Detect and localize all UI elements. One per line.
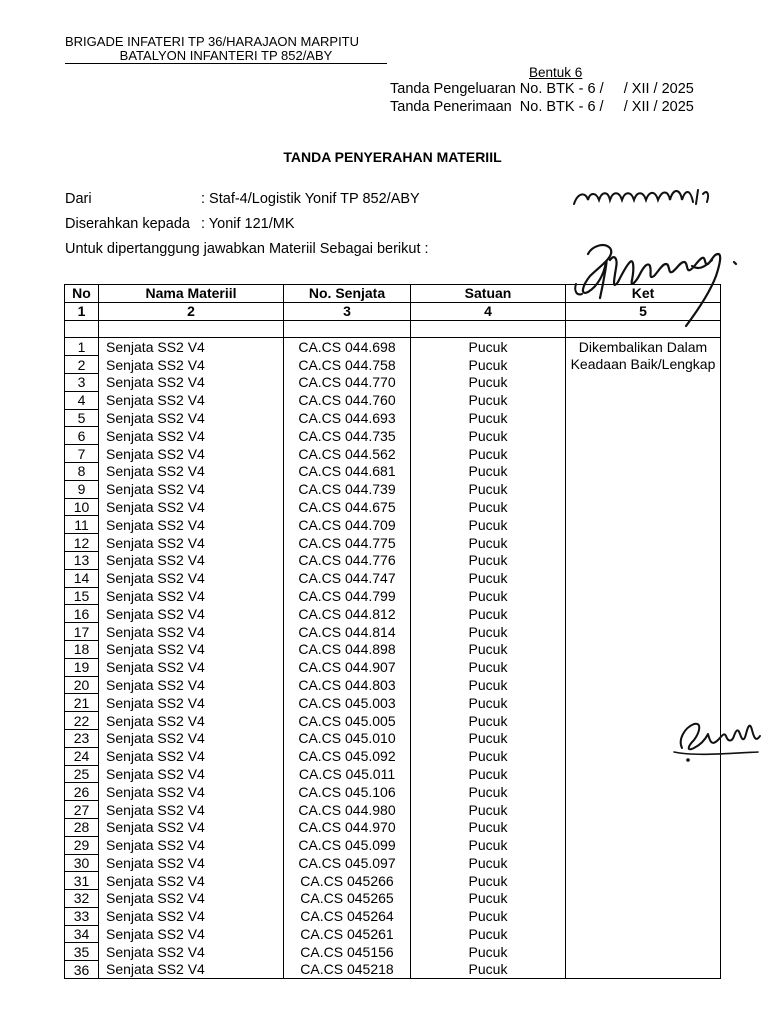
- intro-text: Untuk dipertanggung jawabkan Materiil Sebagai berikut :: [65, 241, 429, 257]
- weapon-serial: CA.CS 044.698: [284, 338, 411, 356]
- row-number: 35: [65, 943, 99, 961]
- weapon-serial: CA.CS 045156: [284, 943, 411, 961]
- weapon-serial: CA.CS 045.099: [284, 836, 411, 854]
- unit: Pucuk: [411, 623, 566, 641]
- row-number: 6: [65, 427, 99, 445]
- materiel-name: Senjata SS2 V4: [99, 427, 284, 445]
- row-number: 11: [65, 516, 99, 534]
- header-nama: Nama Materiil: [99, 285, 284, 303]
- unit: Pucuk: [411, 872, 566, 890]
- unit: Pucuk: [411, 818, 566, 836]
- row-number: 10: [65, 498, 99, 516]
- row-number: 2: [65, 356, 99, 374]
- weapon-serial: CA.CS 044.775: [284, 534, 411, 552]
- materiel-name: Senjata SS2 V4: [99, 676, 284, 694]
- materiel-name: Senjata SS2 V4: [99, 747, 284, 765]
- unit: Pucuk: [411, 605, 566, 623]
- unit: Pucuk: [411, 961, 566, 979]
- weapon-serial: CA.CS 044.739: [284, 480, 411, 498]
- weapon-serial: CA.CS 044.735: [284, 427, 411, 445]
- unit: Pucuk: [411, 498, 566, 516]
- row-number: 33: [65, 907, 99, 925]
- unit: Pucuk: [411, 712, 566, 730]
- materiel-name: Senjata SS2 V4: [99, 534, 284, 552]
- materiel-name: Senjata SS2 V4: [99, 516, 284, 534]
- row-number: 16: [65, 605, 99, 623]
- unit: Pucuk: [411, 551, 566, 569]
- weapon-serial: CA.CS 044.760: [284, 391, 411, 409]
- header-satuan: Satuan: [411, 285, 566, 303]
- weapon-serial: CA.CS 044.675: [284, 498, 411, 516]
- row-number: 15: [65, 587, 99, 605]
- unit: Pucuk: [411, 445, 566, 463]
- col-number-2: 2: [99, 302, 284, 320]
- weapon-serial: CA.CS 045.011: [284, 765, 411, 783]
- table-row: [65, 338, 721, 356]
- recipient-value: : Yonif 121/MK: [201, 216, 295, 232]
- materiel-name: Senjata SS2 V4: [99, 623, 284, 641]
- weapon-serial: CA.CS 044.776: [284, 551, 411, 569]
- weapon-serial: CA.CS 045266: [284, 872, 411, 890]
- unit: Pucuk: [411, 391, 566, 409]
- materiel-name: Senjata SS2 V4: [99, 551, 284, 569]
- materiel-name: Senjata SS2 V4: [99, 783, 284, 801]
- col-number-3: 3: [284, 302, 411, 320]
- row-number: 26: [65, 783, 99, 801]
- unit: Pucuk: [411, 587, 566, 605]
- weapon-serial: CA.CS 045.106: [284, 783, 411, 801]
- weapon-serial: CA.CS 045264: [284, 907, 411, 925]
- row-number: 13: [65, 551, 99, 569]
- materiel-name: Senjata SS2 V4: [99, 605, 284, 623]
- weapon-serial: CA.CS 045261: [284, 925, 411, 943]
- row-number: 30: [65, 854, 99, 872]
- unit: Pucuk: [411, 480, 566, 498]
- header-no: No: [65, 285, 99, 303]
- materiel-name: Senjata SS2 V4: [99, 498, 284, 516]
- col-number-5: 5: [566, 302, 721, 320]
- row-number: 7: [65, 445, 99, 463]
- weapon-serial: CA.CS 045.092: [284, 747, 411, 765]
- weapon-serial: CA.CS 045.003: [284, 694, 411, 712]
- unit: Pucuk: [411, 801, 566, 819]
- row-number: 4: [65, 391, 99, 409]
- weapon-serial: CA.CS 044.799: [284, 587, 411, 605]
- row-number: 24: [65, 747, 99, 765]
- signature-top-right-icon: [572, 188, 724, 206]
- row-number: 17: [65, 623, 99, 641]
- materiel-name: Senjata SS2 V4: [99, 890, 284, 908]
- unit: Pucuk: [411, 694, 566, 712]
- weapon-serial: CA.CS 044.803: [284, 676, 411, 694]
- materiel-name: Senjata SS2 V4: [99, 658, 284, 676]
- weapon-serial: CA.CS 044.980: [284, 801, 411, 819]
- issue-number: Tanda Pengeluaran No. BTK - 6 / / XII / 2025: [390, 81, 694, 97]
- unit: Pucuk: [411, 783, 566, 801]
- unit: Pucuk: [411, 356, 566, 374]
- weapon-serial: CA.CS 045.097: [284, 854, 411, 872]
- row-number: 27: [65, 801, 99, 819]
- weapon-serial: CA.CS 045218: [284, 961, 411, 979]
- form-number: Bentuk 6: [529, 65, 583, 80]
- materiel-name: Senjata SS2 V4: [99, 480, 284, 498]
- unit: Pucuk: [411, 747, 566, 765]
- weapon-serial: CA.CS 045.005: [284, 712, 411, 730]
- unit: Pucuk: [411, 676, 566, 694]
- remarks-cell: [566, 338, 721, 979]
- materiel-name: Senjata SS2 V4: [99, 569, 284, 587]
- materiel-name: Senjata SS2 V4: [99, 640, 284, 658]
- row-number: 9: [65, 480, 99, 498]
- materiel-name: Senjata SS2 V4: [99, 373, 284, 391]
- materiel-name: Senjata SS2 V4: [99, 729, 284, 747]
- materiel-name: Senjata SS2 V4: [99, 907, 284, 925]
- unit: Pucuk: [411, 658, 566, 676]
- from-label: Dari: [65, 191, 92, 207]
- unit: Pucuk: [411, 765, 566, 783]
- unit: Pucuk: [411, 836, 566, 854]
- unit: Pucuk: [411, 534, 566, 552]
- row-number: 5: [65, 409, 99, 427]
- unit: Pucuk: [411, 373, 566, 391]
- materiel-name: Senjata SS2 V4: [99, 872, 284, 890]
- materiel-name: Senjata SS2 V4: [99, 587, 284, 605]
- weapon-serial: CA.CS 044.562: [284, 445, 411, 463]
- header-ket: Ket: [566, 285, 721, 303]
- weapon-serial: CA.CS 044.898: [284, 640, 411, 658]
- col-number-1: 1: [65, 302, 99, 320]
- row-number: 14: [65, 569, 99, 587]
- materiel-name: Senjata SS2 V4: [99, 818, 284, 836]
- materiel-name: Senjata SS2 V4: [99, 356, 284, 374]
- materiel-name: Senjata SS2 V4: [99, 462, 284, 480]
- unit: Pucuk: [411, 338, 566, 356]
- unit-header-line2: BATALYON INFANTERI TP 852/ABY: [65, 49, 387, 64]
- recipient-label: Diserahkan kepada: [65, 216, 190, 232]
- weapon-serial: CA.CS 045265: [284, 890, 411, 908]
- materiel-name: Senjata SS2 V4: [99, 445, 284, 463]
- row-number: 3: [65, 373, 99, 391]
- unit: Pucuk: [411, 640, 566, 658]
- materiel-table: [64, 284, 721, 979]
- materiel-name: Senjata SS2 V4: [99, 836, 284, 854]
- unit: Pucuk: [411, 907, 566, 925]
- materiel-name: Senjata SS2 V4: [99, 409, 284, 427]
- unit: Pucuk: [411, 729, 566, 747]
- materiel-name: Senjata SS2 V4: [99, 943, 284, 961]
- row-number: 29: [65, 836, 99, 854]
- receipt-number: Tanda Penerimaan No. BTK - 6 / / XII / 2025: [390, 99, 694, 115]
- weapon-serial: CA.CS 044.907: [284, 658, 411, 676]
- row-number: 21: [65, 694, 99, 712]
- unit: Pucuk: [411, 409, 566, 427]
- row-number: 23: [65, 729, 99, 747]
- weapon-serial: CA.CS 044.770: [284, 373, 411, 391]
- weapon-serial: CA.CS 044.681: [284, 462, 411, 480]
- weapon-serial: CA.CS 045.010: [284, 729, 411, 747]
- weapon-serial: CA.CS 044.814: [284, 623, 411, 641]
- row-number: 19: [65, 658, 99, 676]
- row-number: 31: [65, 872, 99, 890]
- row-number: 8: [65, 462, 99, 480]
- weapon-serial: CA.CS 044.693: [284, 409, 411, 427]
- materiel-name: Senjata SS2 V4: [99, 338, 284, 356]
- unit: Pucuk: [411, 890, 566, 908]
- row-number: 25: [65, 765, 99, 783]
- row-number: 18: [65, 640, 99, 658]
- weapon-serial: CA.CS 044.812: [284, 605, 411, 623]
- weapon-serial: CA.CS 044.709: [284, 516, 411, 534]
- row-number: 22: [65, 712, 99, 730]
- row-number: 36: [65, 961, 99, 979]
- row-number: 34: [65, 925, 99, 943]
- unit: Pucuk: [411, 925, 566, 943]
- row-number: 20: [65, 676, 99, 694]
- unit: Pucuk: [411, 462, 566, 480]
- unit: Pucuk: [411, 943, 566, 961]
- header-senjata: No. Senjata: [284, 285, 411, 303]
- weapon-serial: CA.CS 044.747: [284, 569, 411, 587]
- unit-header-line1: BRIGADE INFATERI TP 36/HARAJAON MARPITU: [65, 34, 360, 49]
- row-number: 1: [65, 338, 99, 356]
- unit: Pucuk: [411, 427, 566, 445]
- from-value: : Staf-4/Logistik Yonif TP 852/ABY: [201, 191, 420, 207]
- materiel-name: Senjata SS2 V4: [99, 925, 284, 943]
- unit: Pucuk: [411, 569, 566, 587]
- materiel-name: Senjata SS2 V4: [99, 801, 284, 819]
- materiel-name: Senjata SS2 V4: [99, 694, 284, 712]
- materiel-name: Senjata SS2 V4: [99, 712, 284, 730]
- materiel-name: Senjata SS2 V4: [99, 961, 284, 979]
- signature-large-icon: [570, 236, 745, 334]
- col-number-4: 4: [411, 302, 566, 320]
- row-number: 28: [65, 818, 99, 836]
- weapon-serial: CA.CS 044.758: [284, 356, 411, 374]
- materiel-name: Senjata SS2 V4: [99, 854, 284, 872]
- signature-right-middle-icon: [672, 712, 766, 770]
- weapon-serial: CA.CS 044.970: [284, 818, 411, 836]
- unit: Pucuk: [411, 854, 566, 872]
- row-number: 32: [65, 890, 99, 908]
- document-title: TANDA PENYERAHAN MATERIIL: [283, 149, 502, 165]
- materiel-name: Senjata SS2 V4: [99, 391, 284, 409]
- materiel-name: Senjata SS2 V4: [99, 765, 284, 783]
- unit: Pucuk: [411, 516, 566, 534]
- remarks-text: Dikembalikan Dalam Keadaan Baik/Lengkap: [570, 339, 716, 373]
- row-number: 12: [65, 534, 99, 552]
